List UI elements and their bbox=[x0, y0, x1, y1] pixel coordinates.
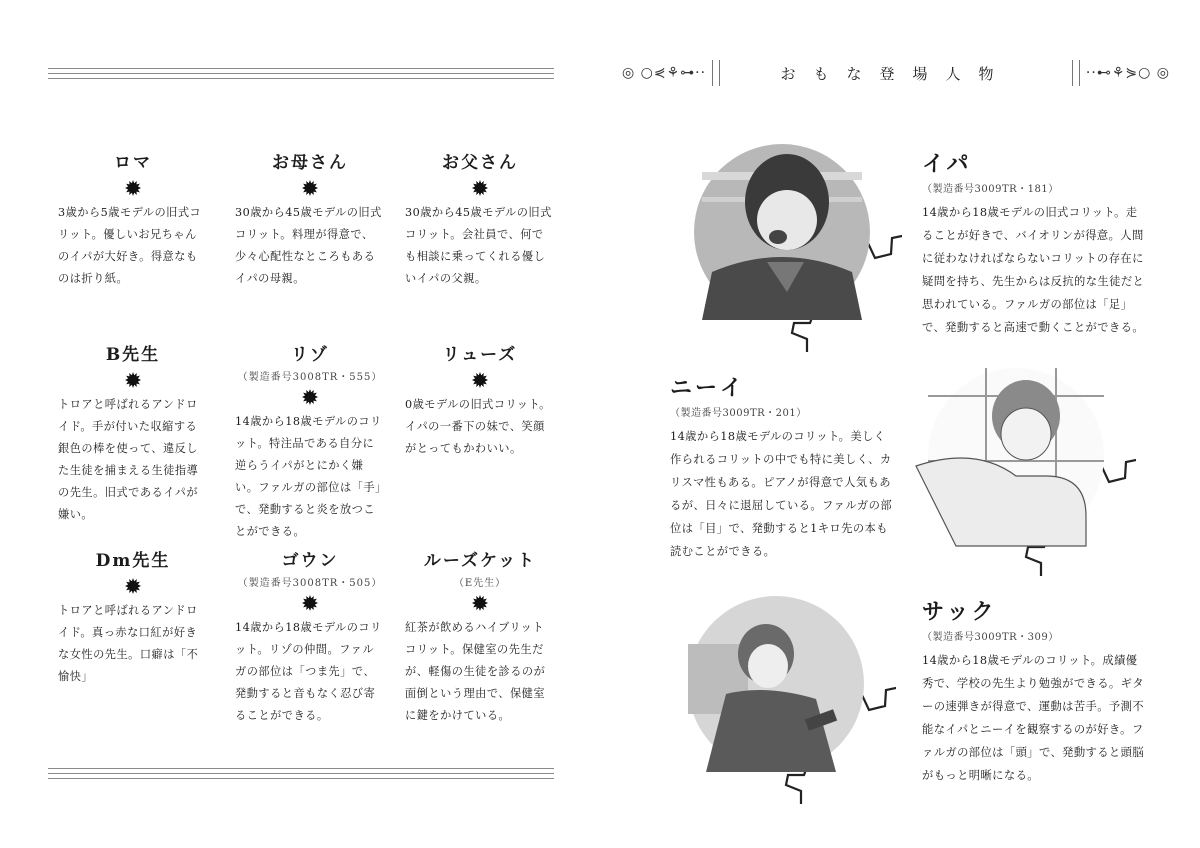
section-header bbox=[622, 60, 1170, 86]
serial-number: （E先生） bbox=[453, 578, 507, 589]
character-description: トロアと呼ばれるアンドロイド。手が付いた収縮する銀色の棒を使って、違反した生徒を捕まえる生徒指導の先生。旧式であるイパが嫌い。 bbox=[58, 398, 199, 521]
character-description: 紅茶が飲めるハイブリットコリット。保健室の先生だが、軽傷の生徒を診るのが面倒という理由で、保健室に鍵をかけている。 bbox=[405, 621, 546, 722]
left-ornament-icon: ◎ ○⋞⚘⊶·· bbox=[622, 65, 707, 81]
serial-number: （製造番号3009TR・201） bbox=[670, 408, 807, 419]
character-name: お母さん bbox=[272, 153, 348, 173]
top-divider-rule bbox=[48, 68, 554, 80]
character-bio-sakku bbox=[922, 598, 1147, 787]
character-name: B先生 bbox=[105, 345, 161, 365]
character-card-b-sensei bbox=[58, 344, 208, 526]
character-description: 14歳から18歳モデルのコリット。特注品である自分に逆らうイパがとにかく嫌い。ファルガの部位は「手」で、発動すると炎を放つことができる。 bbox=[235, 415, 382, 538]
character-description: 30歳から45歳モデルの旧式コリット。会社員で、何でも相談に乗ってくれる優しいイパの父親。 bbox=[405, 206, 552, 285]
character-name: ニーイ bbox=[670, 375, 746, 401]
left-divider-bar bbox=[712, 60, 720, 86]
character-name: Dm先生 bbox=[95, 551, 171, 571]
character-card-dm-sensei bbox=[58, 550, 208, 688]
serial-number: （製造番号3009TR・181） bbox=[922, 184, 1059, 195]
right-divider-bar bbox=[1072, 60, 1080, 86]
starburst-icon bbox=[472, 180, 488, 196]
right-page bbox=[600, 0, 1200, 848]
starburst-icon bbox=[125, 578, 141, 594]
character-name: リゾ bbox=[291, 345, 329, 365]
section-title: おもな登場人物 bbox=[780, 64, 1012, 83]
character-name: イパ bbox=[922, 151, 972, 177]
starburst-icon bbox=[302, 180, 318, 196]
character-name: ゴウン bbox=[281, 551, 339, 571]
character-card-roma bbox=[58, 152, 208, 290]
character-description: 0歳モデルの旧式コリット。イパの一番下の妹で、笑顔がとってもかわいい。 bbox=[405, 398, 551, 455]
ipa-portrait bbox=[662, 112, 902, 352]
character-card-mother bbox=[235, 152, 385, 290]
character-name: リューズ bbox=[442, 345, 518, 365]
gear-frame-icon bbox=[896, 336, 1136, 576]
starburst-icon bbox=[472, 372, 488, 388]
character-description: 30歳から45歳モデルの旧式コリット。料理が得意で、少々心配性なところもあるイパの母親。 bbox=[235, 206, 382, 285]
starburst-icon bbox=[472, 595, 488, 611]
starburst-icon bbox=[302, 595, 318, 611]
character-description: 14歳から18歳モデルの旧式コリット。走ることが好きで、バイオリンが得意。人間に従わなければならないコリットの存在に疑問を持ち、先生からは反抗的な生徒だと思われている。ファルガの部位は「足」で、発動すると高速で動くことができる。 bbox=[922, 206, 1145, 334]
character-name: ルーズケット bbox=[423, 551, 537, 571]
character-card-ruzuketto bbox=[405, 550, 555, 727]
serial-number: （製造番号3009TR・309） bbox=[922, 632, 1059, 643]
character-description: 14歳から18歳モデルのコリット。リゾの仲間。ファルガの部位は「つま先」で、発動すると音もなく忍び寄ることができる。 bbox=[235, 621, 382, 722]
character-card-rizo bbox=[235, 344, 385, 543]
gear-frame-icon bbox=[662, 112, 902, 352]
sakku-portrait bbox=[656, 564, 896, 804]
serial-number: （製造番号3008TR・505） bbox=[237, 578, 383, 589]
character-card-ryuzu bbox=[405, 344, 555, 460]
character-card-father bbox=[405, 152, 555, 290]
character-description: 14歳から18歳モデルのコリット。成績優秀で、学校の先生より勉強ができる。ギターの速弾きが得意で、運動は苦手。予測不能なイパとニーイを観察するのが好き。ファルガの部位は「頭」で、発動すると頭脳がもっと明晰になる。 bbox=[922, 654, 1145, 782]
starburst-icon bbox=[125, 372, 141, 388]
character-name: お父さん bbox=[442, 153, 518, 173]
character-bio-niii bbox=[670, 374, 895, 563]
bottom-divider-rule bbox=[48, 768, 554, 780]
character-bio-ipa bbox=[922, 150, 1147, 339]
serial-number: （製造番号3008TR・555） bbox=[237, 372, 383, 383]
niii-portrait bbox=[896, 336, 1136, 576]
character-name: ロマ bbox=[114, 153, 152, 173]
starburst-icon bbox=[125, 180, 141, 196]
starburst-icon bbox=[302, 389, 318, 405]
character-description: 3歳から5歳モデルの旧式コリット。優しいお兄ちゃんのイパが大好き。得意なものは折り紙。 bbox=[58, 206, 202, 285]
character-card-goun bbox=[235, 550, 385, 727]
gear-frame-icon bbox=[656, 564, 896, 804]
right-ornament-icon: ··⊷⚘⋟○ ◎ bbox=[1085, 65, 1170, 81]
character-description: トロアと呼ばれるアンドロイド。真っ赤な口紅が好きな女性の先生。口癖は「不愉快」 bbox=[58, 604, 199, 683]
character-name: サック bbox=[922, 599, 997, 625]
character-description: 14歳から18歳モデルのコリット。美しく作られるコリットの中でも特に美しく、カリスマ性もある。ピアノが得意で人気もあるが、日々に退屈している。ファルガの部位は「目」で、発動すると1キロ先の本も読むことができる。 bbox=[670, 430, 893, 558]
